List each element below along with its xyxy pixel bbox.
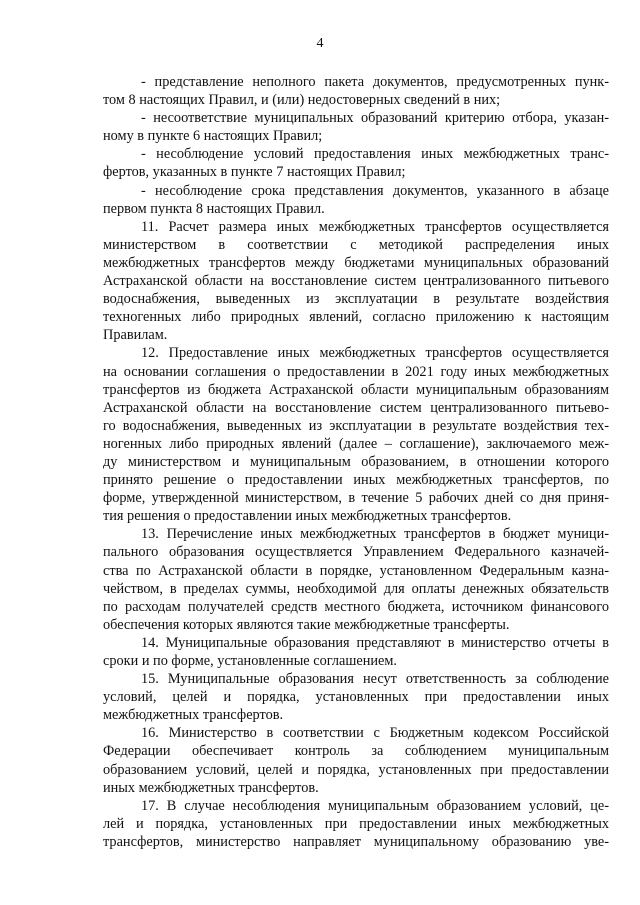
text-line: обеспечения которых являются такие межбюджетные трансферты.	[103, 616, 510, 633]
text-line: образованием условий, целей и порядка, установленных при предоставлении	[103, 761, 609, 778]
text-line: ному в пункте 6 настоящих Правил;	[103, 128, 323, 145]
text-line: техногенных либо природных явлений, согласно приложению к настоящим	[103, 309, 609, 326]
text-line: ногенных либо природных явлений (далее – соглашение), заключаемого меж-	[103, 435, 609, 452]
text-line: трансфертов, министерство направляет муниципальному образованию уве-	[103, 833, 609, 850]
text-line: принято решение о предоставлении иных межбюджетных трансфертов, по	[103, 472, 609, 489]
text-line: 11. Расчет размера иных межбюджетных трансфертов осуществляется	[141, 218, 609, 235]
text-line: первом пункта 8 настоящих Правил.	[103, 200, 325, 217]
text-line: условий, целей и порядка, установленных при предоставлении иных	[103, 689, 609, 706]
text-line: 17. В случае несоблюдения муниципальным образованием условий, це-	[141, 797, 609, 814]
text-line: водоснабжения, выведенных из эксплуатации в результате воздействия	[103, 291, 609, 308]
page-number: 4	[316, 36, 324, 51]
text-line: форме, утвержденной министерством, в течение 5 рабочих дней со дня приня-	[103, 490, 609, 507]
text-line: 16. Министерство в соответствии с Бюджетным кодексом Российской	[141, 725, 609, 742]
text-line: ства по Астраханской области в порядке, установленном Федеральным казна-	[103, 562, 609, 579]
text-line: Правилам.	[103, 327, 168, 344]
text-line: пального образования осуществляется Управлением Федерального казначей-	[103, 544, 609, 561]
text-line: 12. Предоставление иных межбюджетных трансфертов осуществляется	[141, 345, 609, 362]
text-line: - несоблюдение срока представления документов, указанного в абзаце	[141, 182, 609, 199]
text-line: фертов, указанных в пункте 7 настоящих Правил;	[103, 164, 406, 181]
text-line: на основании соглашения о предоставлении в 2021 году иных межбюджетных	[103, 363, 609, 380]
text-line: межбюджетных трансфертов.	[103, 707, 284, 724]
text-line: чейством, в пределах суммы, необходимой для оплаты денежных обязательств	[103, 580, 609, 597]
text-line: лей и порядка, установленных при предоставлении иных межбюджетных	[103, 815, 609, 832]
text-line: 15. Муниципальные образования несут ответственность за соблюдение	[141, 671, 609, 688]
text-line: иных межбюджетных трансфертов.	[103, 779, 319, 796]
text-line: межбюджетных трансфертов между бюджетами муниципальных образований	[103, 254, 609, 271]
text-line: Астраханской области на восстановление систем централизованного питьево-	[103, 399, 609, 416]
text-line: том 8 настоящих Правил, и (или) недостоверных сведений в них;	[103, 92, 501, 109]
text-line: ду министерством и муниципальным образованием, в отношении которого	[103, 453, 609, 470]
text-line: Астраханской области на восстановление систем централизованного питьевого	[103, 273, 609, 290]
text-line: сроки и по форме, установленные соглашением.	[103, 653, 397, 669]
text-line: трансфертов из бюджета Астраханской области муниципальным образованиям	[103, 381, 609, 398]
text-line: 13. Перечисление иных межбюджетных трансфертов в бюджет муници-	[141, 526, 609, 543]
text-line: 14. Муниципальные образования представляют в министерство отчеты в	[141, 634, 609, 651]
text-line: по расходам получателей средств местного бюджета, источником финансового	[103, 598, 609, 615]
document-body	[103, 73, 609, 851]
text-line: министерством в соответствии с методикой распределения иных	[103, 236, 609, 253]
text-line: Федерации обеспечивает контроль за соблюдением муниципальным	[103, 743, 609, 760]
text-line: - представление неполного пакета документов, предусмотренных пунк-	[141, 74, 609, 90]
text-line: го водоснабжения, выведенных из эксплуатации в результате воздействия тех-	[103, 417, 609, 434]
text-line: - несоответствие муниципальных образований критерию отбора, указан-	[141, 110, 609, 127]
text-line: тия решения о предоставлении иных межбюджетных трансфертов.	[103, 508, 512, 525]
text-line: - несоблюдение условий предоставления иных межбюджетных транс-	[141, 146, 609, 163]
